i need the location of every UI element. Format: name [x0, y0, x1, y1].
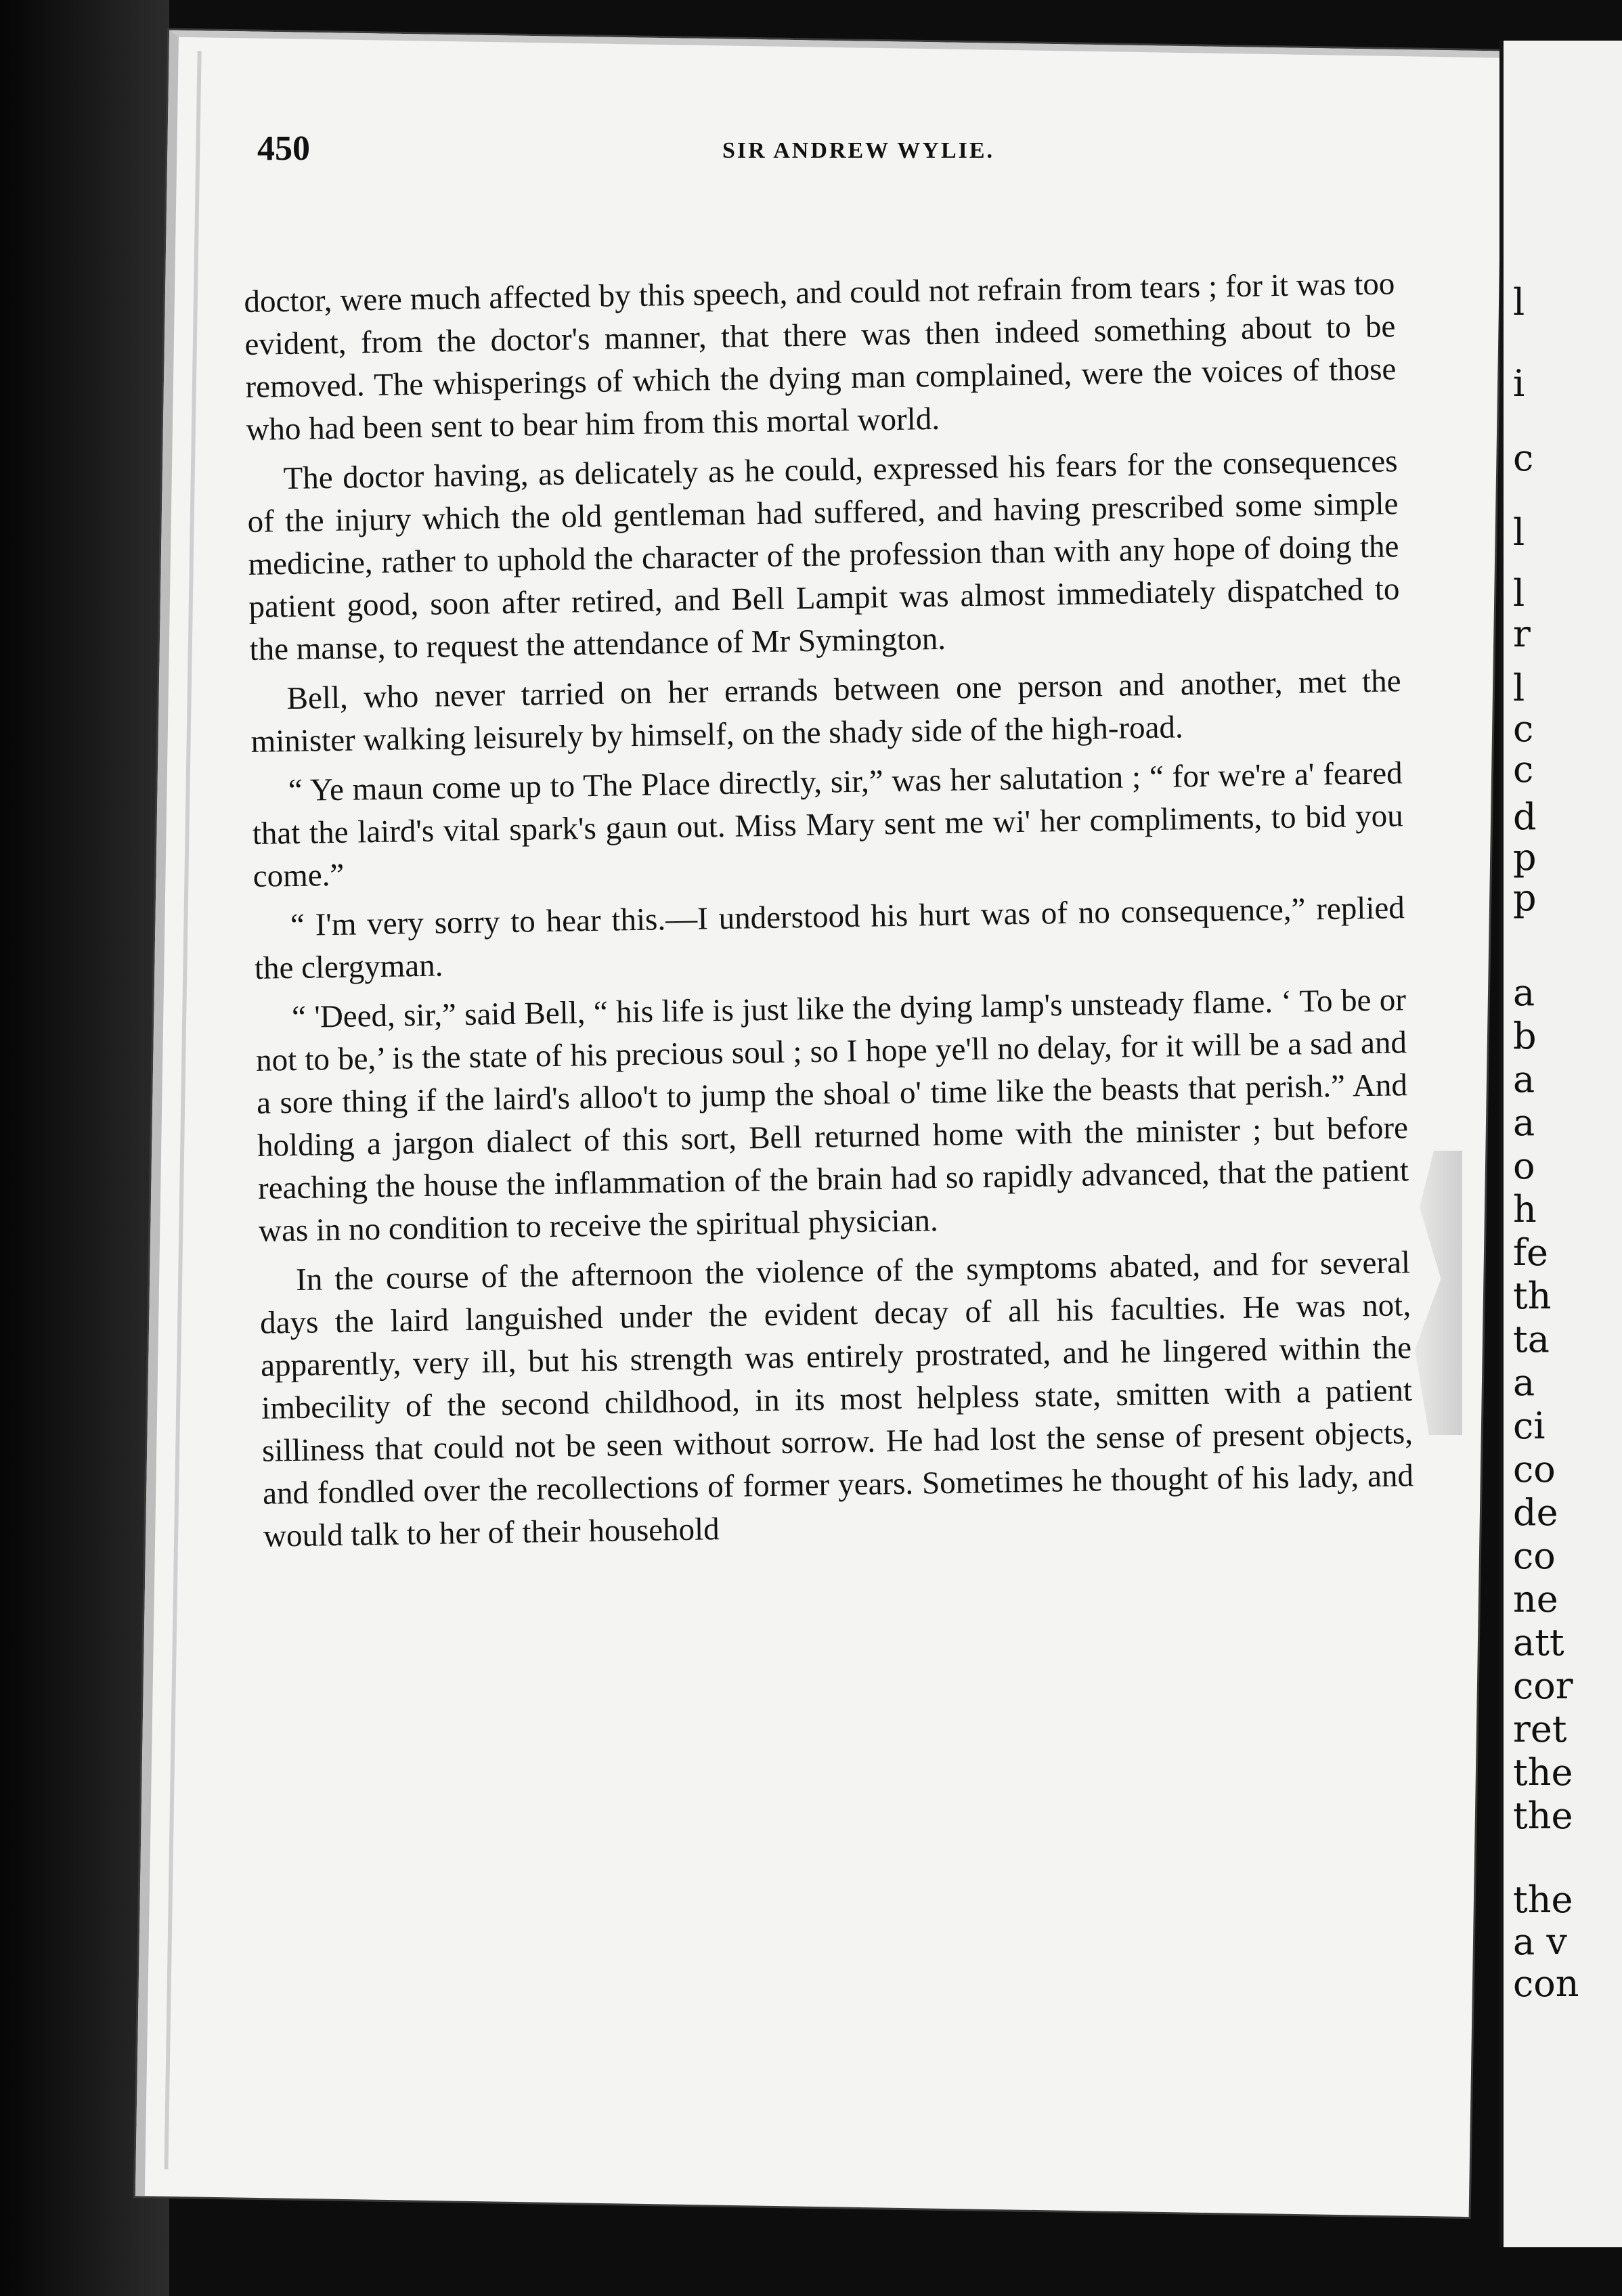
facing-page-fragment: i: [1513, 362, 1525, 405]
paragraph: Bell, who never tarried on her errands between one person and another, met the minister walking leisurely by himself, on the shady side of the high-road.: [250, 663, 1401, 759]
facing-page-fragment: c: [1513, 707, 1534, 750]
facing-page-fragment: the: [1513, 1751, 1573, 1794]
facing-page-fragment: b: [1513, 1015, 1537, 1057]
paragraph: doctor, were much affected by this speech, and could not refrain from tears ; for it was too evident, from the doctor's manner, that there was then indeed something about to be removed. The whisperings of which the dying man complained, were the voices of those who had been sent to bear him from this mortal world.: [244, 266, 1397, 447]
facing-page-fragment: r: [1513, 613, 1531, 655]
facing-page-fragment: l: [1513, 667, 1525, 709]
facing-page-fragment: de: [1513, 1491, 1558, 1534]
facing-page-fragment: a: [1513, 1361, 1535, 1404]
facing-page-fragment: o: [1513, 1145, 1535, 1187]
facing-page-fragment: co: [1513, 1448, 1556, 1491]
facing-page-fragment: c: [1513, 748, 1534, 791]
facing-page-fragment: a: [1513, 1058, 1535, 1101]
facing-page-fragment: the: [1513, 1794, 1573, 1837]
facing-page-fragment: ret: [1513, 1708, 1567, 1750]
facing-page-fragment: att: [1513, 1621, 1564, 1664]
running-header: [257, 129, 1460, 169]
facing-page-fragment: ne: [1513, 1578, 1558, 1620]
facing-page-fragment: l: [1513, 511, 1525, 554]
facing-page-fragment: th: [1513, 1275, 1552, 1317]
facing-page-fragment: co: [1513, 1535, 1556, 1577]
facing-page-fragment: c: [1513, 437, 1534, 479]
paragraph: The doctor having, as delicately as he could, expressed his fears for the consequences of the injury which the old gentleman had suffered, and having prescribed some simple medicine, rather to uphold the character of the profession than with any hope of doing the patient good, soon after retired, and Bell Lampit was almost immediately dispatched to the manse, to request the attendance of Mr Symington.: [247, 443, 1400, 667]
facing-page-fragment: cor: [1513, 1664, 1573, 1707]
facing-page-fragment: ta: [1513, 1318, 1550, 1361]
facing-page-fragment: d: [1513, 795, 1537, 838]
facing-page-fragment: fe: [1513, 1231, 1548, 1274]
facing-page-fragment: a: [1513, 971, 1535, 1014]
running-title: SIR ANDREW WYLIE.: [722, 138, 995, 163]
page-body: [244, 263, 1415, 1564]
facing-page-fragment: l: [1513, 281, 1525, 324]
facing-page-fragment: ci: [1513, 1405, 1546, 1447]
facing-page-edge: [1499, 41, 1622, 2247]
facing-page-fragment: h: [1513, 1188, 1537, 1231]
facing-page-fragment: the: [1513, 1878, 1573, 1921]
facing-page-fragment: l: [1513, 572, 1525, 615]
paragraph: “ Ye maun come up to The Place directly, sir,” was her salutation ; “ for we're a' feared that the laird's vital spark's gaun out. Miss Mary sent me wi' her compliments, to bid you come.”: [252, 755, 1404, 894]
facing-page-fragment: p: [1513, 877, 1537, 919]
paragraph: “ I'm very sorry to hear this.—I understood his hurt was of no consequence,” replied the clergyman.: [254, 890, 1405, 986]
facing-page-fragment: a: [1513, 1101, 1535, 1144]
page-number: 450: [257, 129, 310, 168]
facing-page-fragment: con: [1513, 1962, 1579, 2005]
facing-page-fragment: p: [1513, 836, 1537, 879]
paragraph: In the course of the afternoon the violence of the symptoms abated, and for several days the laird languished under the evident decay of all his faculties. He was not, apparently, very ill, but his strength was entirely prostrated, and he lingered within the imbecility of the second childhood, in its most helpless state, smitten with a patient silliness that could not be seen without sorrow. He had lost the sense of present objects, and fondled over the recollections of former years. Sometimes he thought of his lady, and would talk to her of their household: [259, 1245, 1414, 1554]
facing-page-fragment: a v: [1513, 1920, 1567, 1963]
paragraph: “ 'Deed, sir,” said Bell, “ his life is just like the dying lamp's unsteady flame. ‘ To be or not to be,’ is the state of his precious soul ; so I hope ye'll no delay, for it will be a sad and a sore thing if the laird's alloo't to jump the shoal o' time like the beasts that perish.” And holding a jargon dialect of this sort, Bell returned home with the minister ; but before reaching the house the inflammation of the brain had so rapidly advanced, that the patient was in no condition to receive the spiritual physician.: [255, 982, 1409, 1249]
